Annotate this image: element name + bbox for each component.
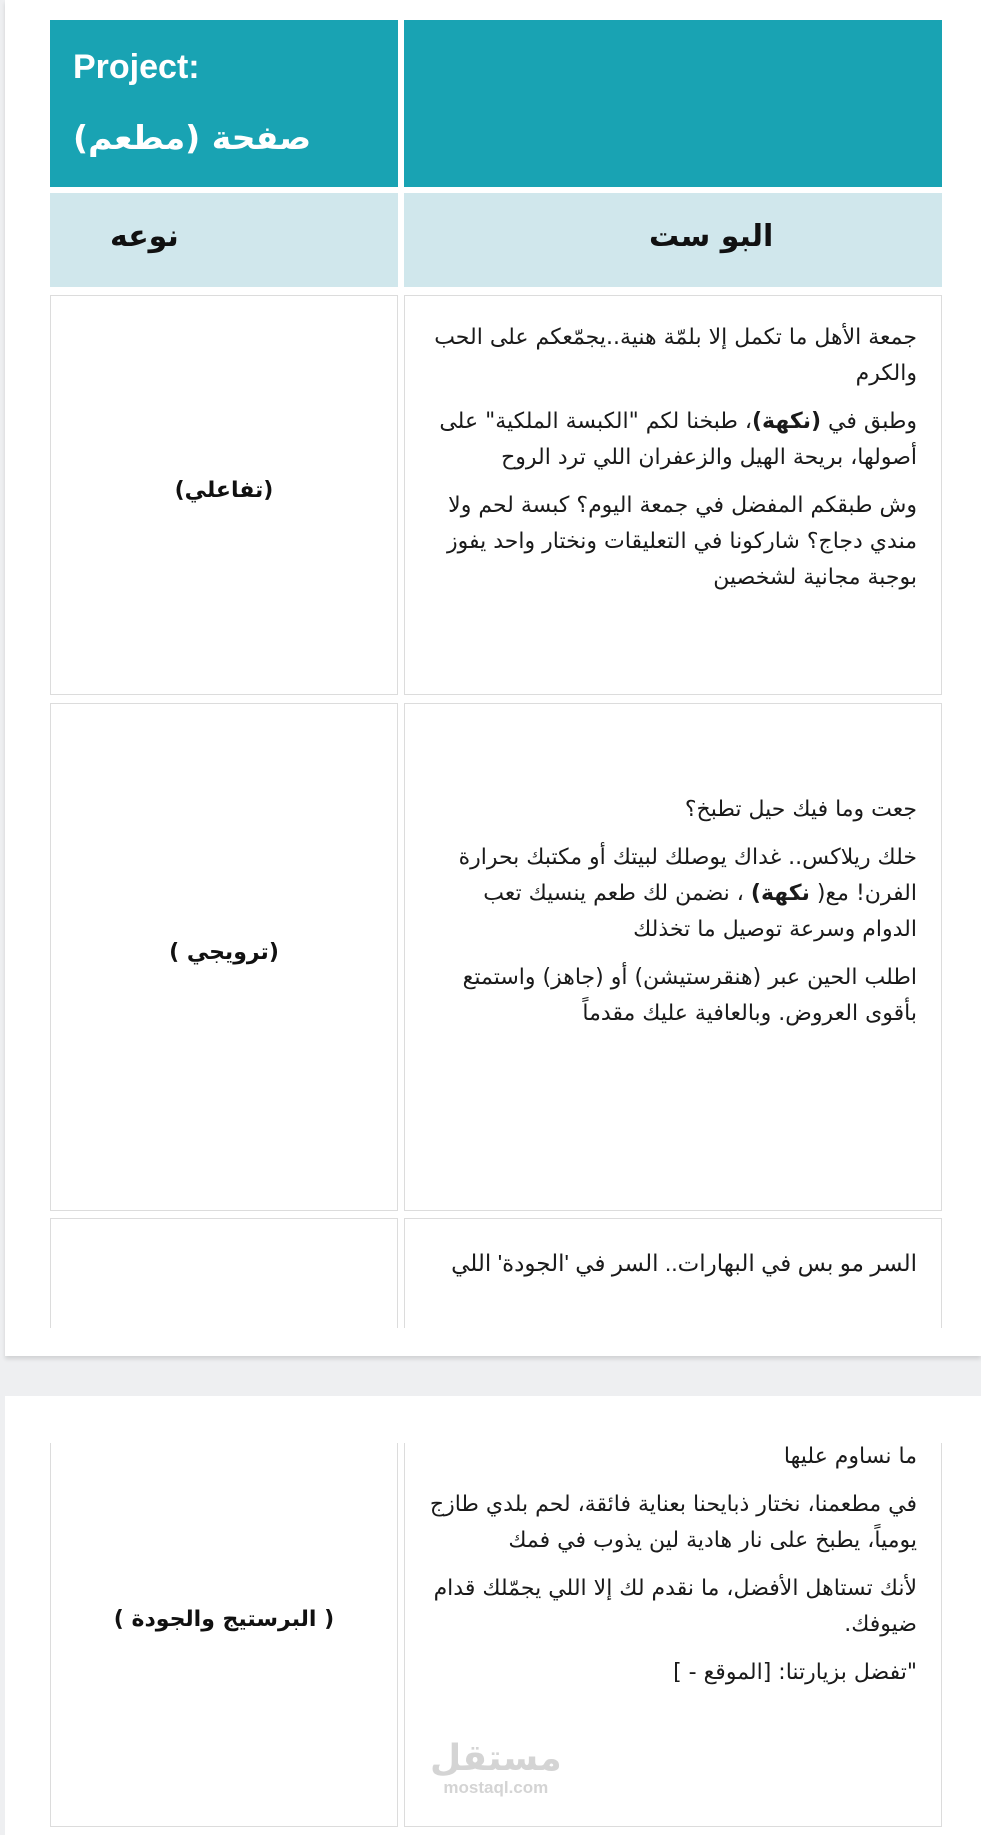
post-paragraph: ما نساوم عليها [783,1444,917,1469]
post-paragraph: "تفضل بزيارتنا: [الموقع - ] [673,1660,917,1685]
column-header-type-label: نوعه [110,219,179,254]
row-2-type: (ترويجي ) [169,940,279,965]
row-3-post [423,1245,917,1293]
post-paragraph: وطبق في (نكهة)، طبخنا لكم "الكبسة الملكية" على أصولها، بريحة الهيل والزعفران اللي ترد الروح [439,409,917,470]
post-paragraph: جعت وما فيك حيل تطبخ؟ [684,797,917,822]
row-2-post [423,792,917,1044]
document-page-1 [5,0,981,1356]
row-1-type: (تفاعلي) [174,478,274,503]
project-label: Project: [73,48,200,86]
row-1-type-cell [50,295,398,695]
post-paragraph: لأنك تستاهل الأفضل، ما نقدم لك إلا اللي يجمّلك قدام ضيوفك. [433,1576,917,1637]
column-header-post-label: البو ست [649,219,774,254]
post-paragraph: اطلب الحين عبر (هنقرستيشن) أو (جاهز) واستمتع بأقوى العروض. وبالعافية عليك مقدماً [462,965,917,1026]
row-4-type-cell [50,1443,398,1827]
post-paragraph: جمعة الأهل ما تكمل إلا بلمّة هنية..يجمّعكم على الحب والكرم [434,325,917,386]
post-paragraph: في مطعمنا، نختار ذبايحنا بعناية فائقة، لحم بلدي طازج يومياً، يطبخ على نار هادية لين يذوب في فمك [429,1492,917,1553]
header-empty-cell [404,20,942,187]
project-header-cell [50,20,398,187]
row-3-post-cell [404,1218,942,1328]
mostaql-watermark [430,1740,562,1798]
watermark-logo: مستقل [430,1738,562,1779]
watermark-domain: mostaql.com [443,1778,549,1797]
row-3-type-cell [50,1218,398,1328]
brand-name: (نكهة) [752,409,822,434]
brand-name: نكهة) [750,881,810,906]
row-4-post [423,1439,917,1703]
column-header-type [50,193,398,287]
row-4-post-cell [404,1443,942,1827]
column-header-post [404,193,942,287]
row-1-post [423,320,917,608]
project-name: صفحة (مطعم) [73,118,312,157]
row-2-post-cell [404,703,942,1211]
row-4-type: ( البرستيج والجودة ) [113,1607,335,1632]
post-paragraph: خلك ريلاكس.. غداك يوصلك لبيتك أو مكتبك بحرارة الفرن! مع( نكهة) ، نضمن لك طعم ينسيك تعب الدوام وسرعة توصيل ما تخذلك [458,845,917,942]
post-paragraph: السر مو بس في البهارات.. السر في 'الجودة' اللي [451,1250,917,1276]
row-1-post-cell [404,295,942,695]
row-2-type-cell [50,703,398,1211]
document-page-2 [5,1396,981,1835]
post-paragraph: وش طبقكم المفضل في جمعة اليوم؟ كبسة لحم ولا مندي دجاج؟ شاركونا في التعليقات ونختار واحد يفوز بوجبة مجانية لشخصين [447,493,917,590]
